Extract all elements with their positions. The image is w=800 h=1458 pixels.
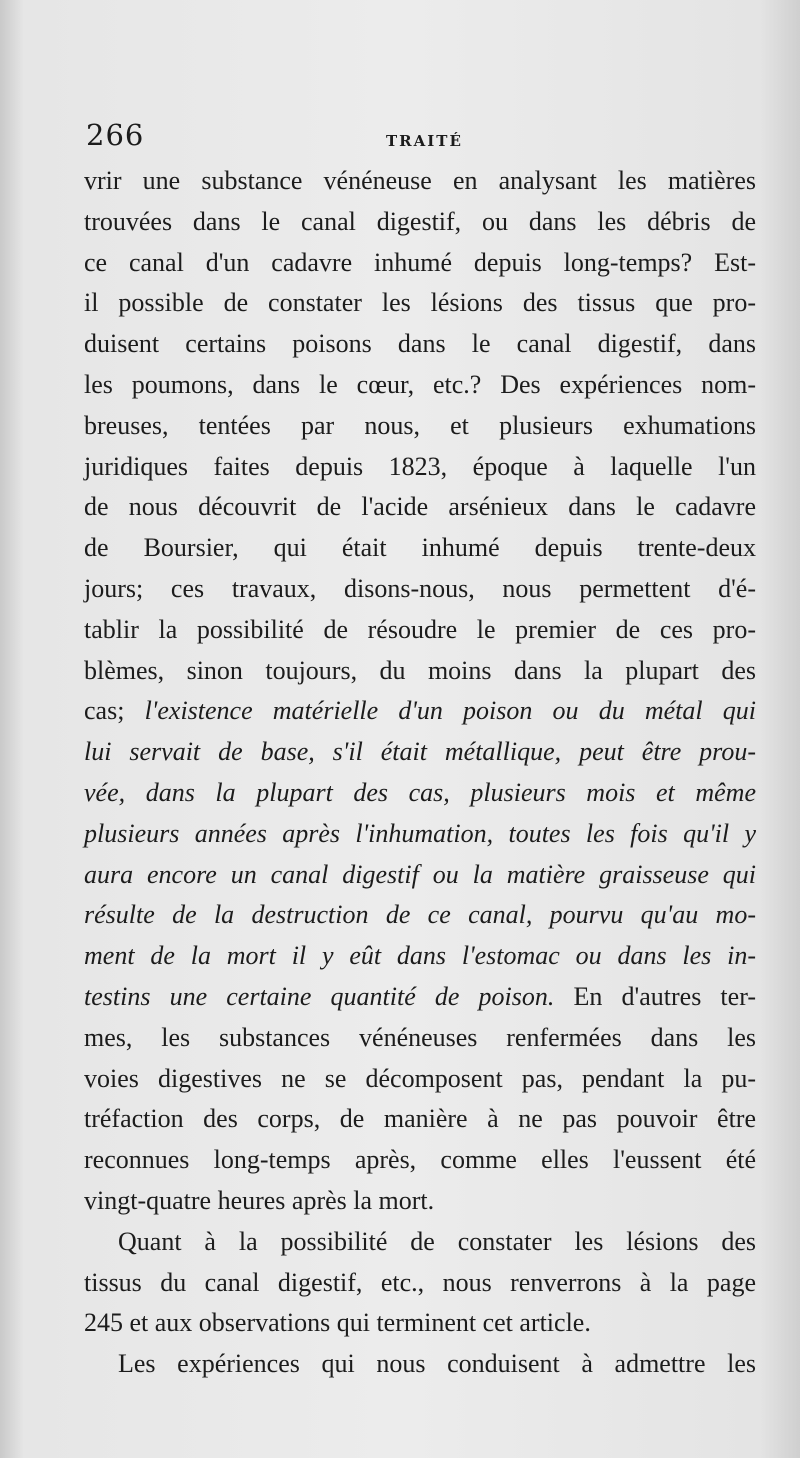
text-line: les poumons, dans le cœur, etc.? Des expériences nom-	[84, 369, 756, 399]
text-line: cas; l'existence matérielle d'un poison ou du métal qui	[84, 696, 756, 726]
text-line: reconnues long-temps après, comme elles l'eussent été	[84, 1145, 756, 1175]
text-line: breuses, tentées par nous, et plusieurs exhumations	[84, 410, 756, 440]
text-line: testins une certaine quantité de poison. En d'autres ter-	[84, 981, 756, 1011]
text-line: résulte de la destruction de ce canal, pourvu qu'au mo-	[84, 900, 756, 930]
text-line: duisent certains poisons dans le canal digestif, dans	[84, 329, 756, 359]
text-line: il possible de constater les lésions des tissus que pro-	[84, 288, 756, 318]
text-line: vrir une substance vénéneuse en analysant les matières	[84, 166, 756, 195]
body-text	[84, 161, 756, 1385]
text-line: aura encore un canal digestif ou la matière graisseuse qui	[84, 859, 756, 889]
text-line: lui servait de base, s'il était métallique, peut être prou-	[84, 737, 756, 767]
text-line: jours; ces travaux, disons-nous, nous permettent d'é-	[84, 573, 756, 603]
text-line: de Boursier, qui était inhumé depuis trente-deux	[84, 533, 756, 563]
running-head: TRAITÉ	[386, 132, 463, 150]
page-number: 266	[86, 118, 145, 152]
text-line: juridiques faites depuis 1823, époque à laquelle l'un	[84, 451, 756, 481]
text-line: blèmes, sinon toujours, du moins dans la plupart des	[84, 655, 756, 685]
text-line: vée, dans la plupart des cas, plusieurs mois et même	[84, 777, 756, 807]
text-line: tréfaction des corps, de manière à ne pas pouvoir être	[84, 1104, 756, 1134]
text-line: ce canal d'un cadavre inhumé depuis long-temps? Est-	[84, 247, 756, 277]
page-header	[86, 118, 756, 158]
text-line: tablir la possibilité de résoudre le premier de ces pro-	[84, 614, 756, 644]
text-line: voies digestives ne se décomposent pas, pendant la pu-	[84, 1063, 756, 1093]
text-line: trouvées dans le canal digestif, ou dans les débris de	[84, 206, 756, 236]
text-line: 245 et aux observations qui terminent cet article.	[84, 1308, 591, 1338]
text-line: tissus du canal digestif, etc., nous renverrons à la page	[84, 1267, 756, 1297]
text-line: Quant à la possibilité de constater les lésions des	[118, 1226, 756, 1256]
text-line: ment de la mort il y eût dans l'estomac ou dans les in-	[84, 941, 756, 971]
text-line: Les expériences qui nous conduisent à admettre les	[118, 1349, 756, 1379]
text-line: mes, les substances vénéneuses renfermées dans les	[84, 1022, 756, 1052]
text-line: plusieurs années après l'inhumation, toutes les fois qu'il y	[84, 818, 756, 848]
text-line: vingt-quatre heures après la mort.	[84, 1185, 435, 1215]
text-line: de nous découvrit de l'acide arsénieux dans le cadavre	[84, 492, 756, 522]
